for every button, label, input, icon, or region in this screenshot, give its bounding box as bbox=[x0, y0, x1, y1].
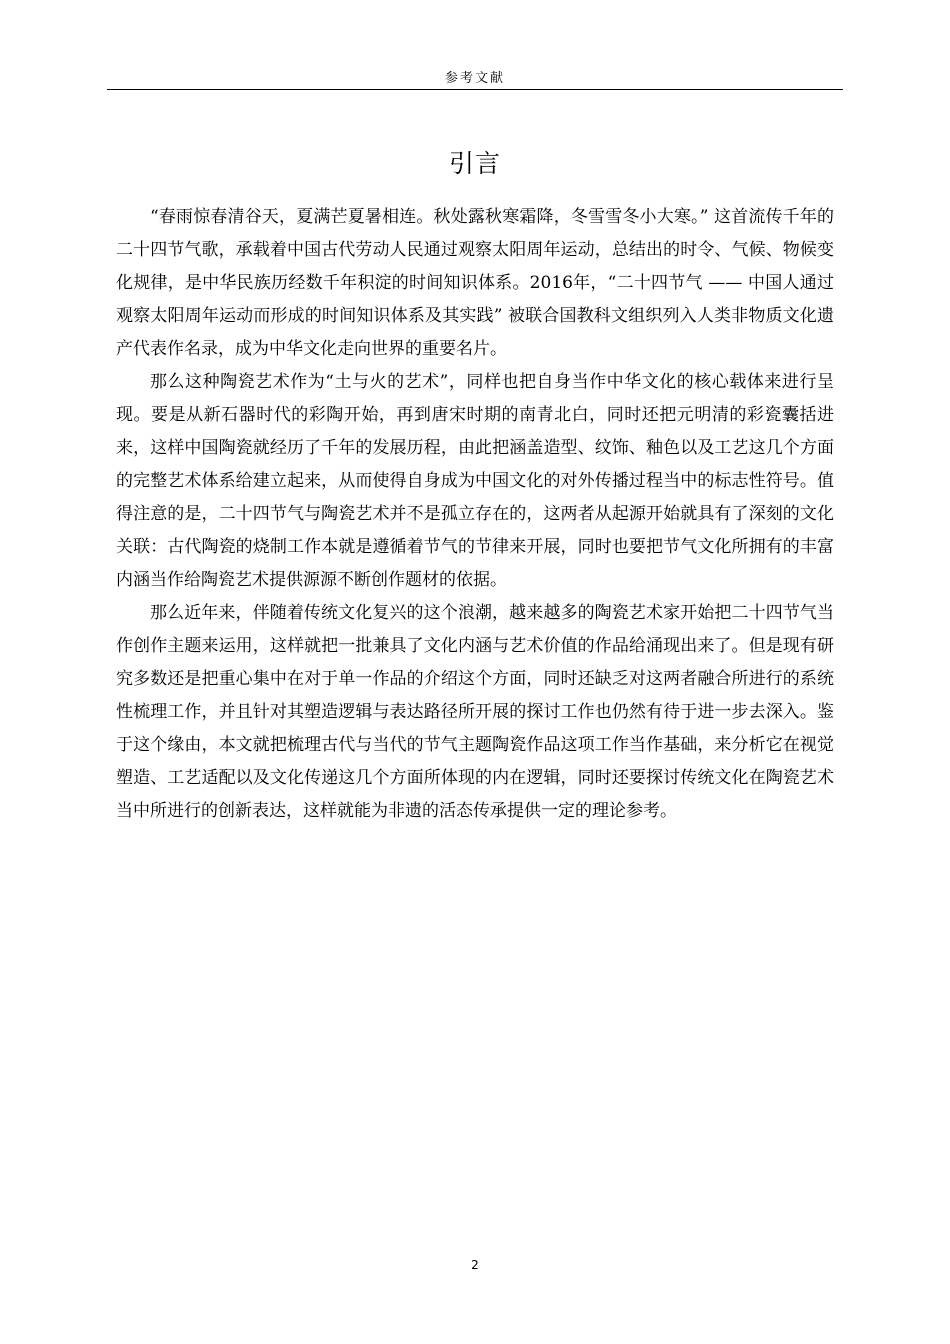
page-number: 2 bbox=[471, 1258, 479, 1272]
body-text bbox=[116, 201, 834, 828]
running-header: 参考文献 bbox=[444, 71, 505, 86]
header-divider bbox=[107, 89, 843, 90]
paragraph-1: “春雨惊春清谷天，夏满芒夏暑相连。秋处露秋寒霜降，冬雪雪冬小大寒。” 这首流传千年的二十四节气歌，承载着中国古代劳动人民通过观察太阳周年运动，总结出的时令、气候、物候变化规律，是中华民族历经数千年积淀的时间知识体系。2016年，“二十四节气 —— 中国人通过观察太阳周年运动而形成的时间知识体系及其实践” 被联合国教科文组织列入人类非物质文化遗产代表作名录，成为中华文化走向世界的重要名片。 bbox=[116, 207, 834, 359]
paragraph-3: 那么近年来，伴随着传统文化复兴的这个浪潮，越来越多的陶瓷艺术家开始把二十四节气当作创作主题来运用，这样就把一批兼具了文化内涵与艺术价值的作品给涌现出来了。但是现有研究多数还是把重心集中在对于单一作品的介绍这个方面，同时还缺乏对这两者融合所进行的系统性梳理工作，并且针对其塑造逻辑与表达路径所开展的探讨工作也仍然有待于进一步去深入。鉴于这个缘由，本文就把梳理古代与当代的节气主题陶瓷作品这项工作当作基础，来分析它在视觉塑造、工艺适配以及文化传递这几个方面所体现的内在逻辑，同时还要探讨传统文化在陶瓷艺术当中所进行的创新表达，这样就能为非遗的活态传承提供一定的理论参考。 bbox=[116, 603, 834, 821]
section-title: 引言 bbox=[448, 149, 501, 178]
paragraph-2: 那么这种陶瓷艺术作为“土与火的艺术”，同样也把自身当作中华文化的核心载体来进行呈现。要是从新石器时代的彩陶开始，再到唐宋时期的南青北白，同时还把元明清的彩瓷囊括进来，这样中国陶瓷就经历了千年的发展历程，由此把涵盖造型、纹饰、釉色以及工艺这几个方面的完整艺术体系给建立起来，从而使得自身成为中国文化的对外传播过程当中的标志性符号。值得注意的是，二十四节气与陶瓷艺术并不是孤立存在的，这两者从起源开始就具有了深刻的文化关联：古代陶瓷的烧制工作本就是遵循着节气的节律来开展，同时也要把节气文化所拥有的丰富内涵当作给陶瓷艺术提供源源不断创作题材的依据。 bbox=[116, 372, 834, 590]
